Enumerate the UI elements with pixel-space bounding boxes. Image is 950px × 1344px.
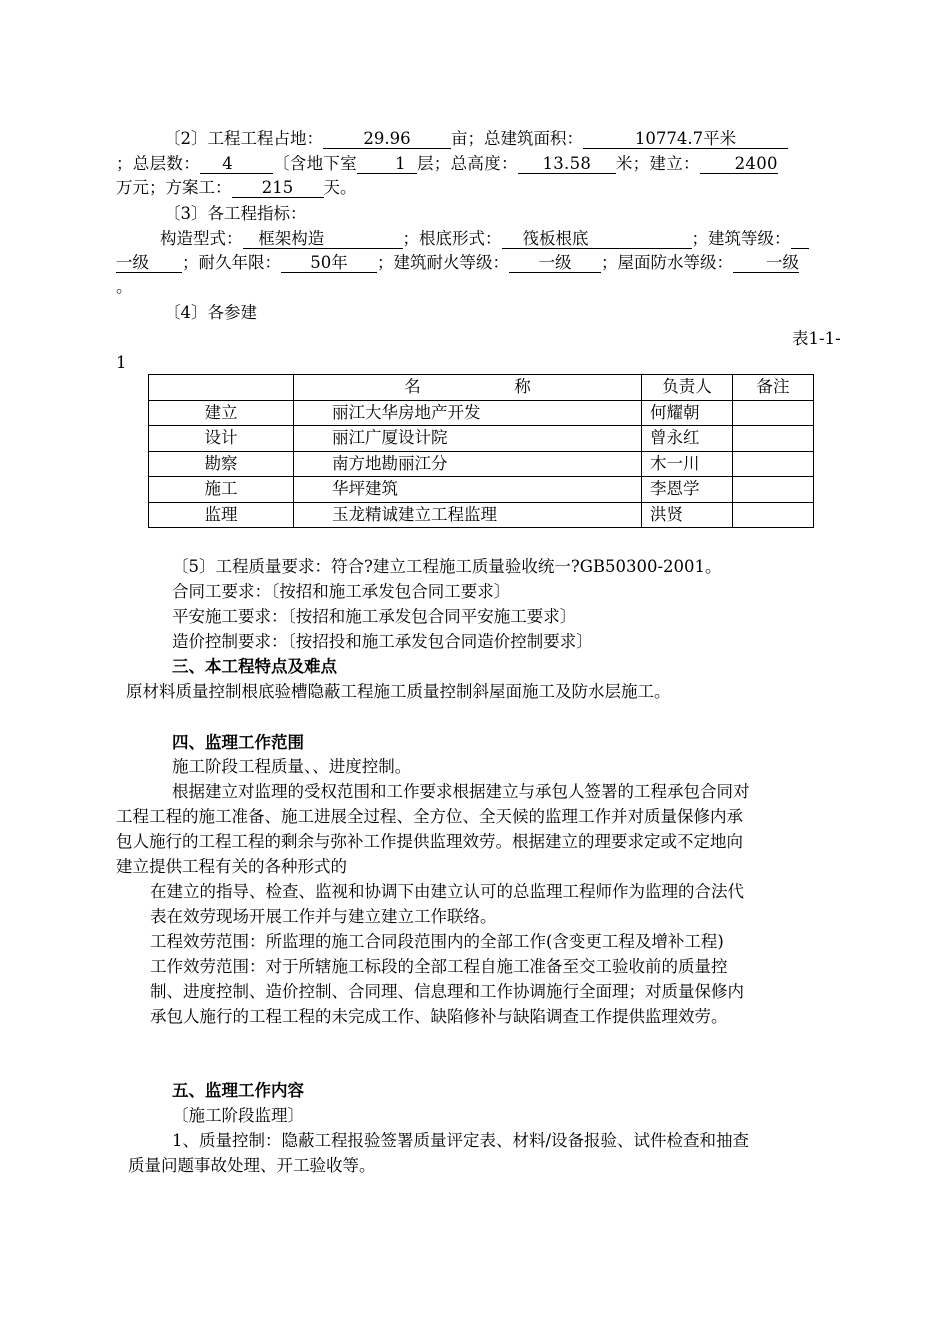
section5-item1-line1: 1、质量控制：隐蔽工程报验签署质量评定表、材料/设备报验、试件检查和抽查 [172, 1131, 750, 1150]
section4-p4: 工程效劳范围：所监理的施工合同段范围内的全部工作(含变更工程及增补工程) [150, 932, 724, 951]
foundation-label: ；根底形式： [402, 229, 502, 248]
company-cell: 南方地勘丽江分 [294, 451, 642, 477]
role-cell: 建立 [149, 400, 294, 426]
note-cell [733, 400, 814, 426]
structure-line [160, 228, 809, 250]
table-number-wrap: 1 [116, 353, 127, 372]
section4-p3-line2: 表在效劳现场开展工作并与建立建立工作联络。 [150, 907, 497, 926]
fire-grade-label: ；建筑耐火等级： [377, 253, 509, 272]
section4-p2-line2: 工程工程的施工准备、施工进展全过程、全方位、全天候的监理工作并对质量保修内承 [116, 807, 743, 826]
parties-heading: 〔4〕各参建 [164, 303, 257, 322]
contract-requirement: 合同工要求：〔按招和施工承发包合同工要求〕 [172, 582, 511, 601]
section4-p2-line3: 包人施行的工程工程的剩余与弥补工作提供监理效劳。根据建立的理要求定或不定地向 [116, 832, 743, 851]
safety-requirement: 平安施工要求：〔按招和施工承发包合同平安施工要求〕 [172, 607, 577, 626]
header-note: 备注 [733, 375, 814, 401]
floors-value: 4 [200, 154, 273, 174]
company-cell: 华坪建筑 [294, 477, 642, 503]
person-cell: 李恩学 [642, 477, 733, 503]
role-cell: 监理 [149, 502, 294, 528]
site-area-value: 29.96 [323, 129, 451, 149]
gfa-label: 亩；总建筑面积： [451, 129, 583, 148]
note-cell [733, 477, 814, 503]
section4-p5-line2: 制、进度控制、造价控制、合同理、信息理和工作协调施行全面理；对质量保修内 [150, 982, 744, 1001]
structure-label: 构造型式： [160, 229, 243, 248]
end-mark: 。 [116, 277, 133, 296]
service-life-value: 50年 [281, 253, 377, 273]
section4-p2-line4: 建立提供工程有关的各种形式的 [116, 857, 347, 876]
section3-body: 原材料质量控制根底验槽隐蔽工程施工质量控制斜屋面施工及防水层施工。 [126, 682, 671, 701]
section4-p5-line1: 工作效劳范围：对于所辖施工标段的全部工程自施工准备至交工验收前的质量控 [150, 957, 728, 976]
role-cell: 勘察 [149, 451, 294, 477]
table-number: 表1-1- [792, 329, 841, 348]
structure-value: 框架构造 [243, 229, 403, 249]
section4-p1: 施工阶段工程质量、、进度控制。 [172, 757, 412, 776]
height-label: 层；总高度： [417, 154, 518, 173]
floors-line [116, 153, 778, 175]
person-cell: 何耀朝 [642, 400, 733, 426]
section5-item1-line2: 质量问题事故处理、开工验收等。 [128, 1156, 376, 1175]
indicators-heading: 〔3〕各工程指标： [164, 204, 307, 223]
section3-heading: 三、本工程特点及难点 [172, 657, 337, 676]
table-row [149, 426, 814, 452]
person-cell: 洪贤 [642, 502, 733, 528]
fire-grade-value: 一级 [509, 253, 601, 273]
table-row [149, 400, 814, 426]
height-value: 13.58 [518, 154, 616, 174]
quality-requirement: 〔5〕工程质量要求：符合?建立工程施工质量验收统一?GB50300-2001。 [172, 557, 722, 576]
investment-value: 2400 [700, 154, 778, 174]
section5-heading: 五、监理工作内容 [172, 1081, 304, 1100]
schedule-label: 万元；方案工： [116, 178, 232, 197]
section4-p2-line1: 根据建立对监理的受权范围和工作要求根据建立与承包人签署的工程承包合同对 [172, 782, 750, 801]
section5-sub: 〔施工阶段监理〕 [172, 1106, 304, 1125]
roof-grade-value: 一级 [733, 253, 799, 273]
investment-label: 米；建立： [615, 154, 700, 173]
service-life-label: ；耐久年限： [182, 253, 281, 272]
site-area-label: 〔2〕工程工程占地： [164, 129, 323, 148]
person-cell: 木一川 [642, 451, 733, 477]
note-cell [733, 502, 814, 528]
building-grade-label: ；建筑等级： [691, 229, 791, 248]
schedule-value: 215 [232, 178, 324, 198]
section4-p5-line3: 承包人施行的工程工程的未完成工作、缺陷修补与缺陷调查工作提供监理效劳。 [150, 1007, 728, 1026]
basement-label: 〔含地下室 [273, 154, 357, 173]
table-row [149, 502, 814, 528]
header-role [149, 375, 294, 401]
cost-requirement: 造价控制要求：〔按招投和施工承发包合同造价控制要求〕 [172, 632, 593, 651]
building-grade-value: 一级 [116, 253, 182, 273]
table-row [149, 477, 814, 503]
person-cell: 曾永红 [642, 426, 733, 452]
schedule-unit: 天。 [323, 178, 357, 197]
schedule-line [116, 177, 357, 199]
header-name: 名 称 [294, 375, 642, 401]
role-cell: 施工 [149, 477, 294, 503]
company-cell: 丽江大华房地产开发 [294, 400, 642, 426]
note-cell [733, 426, 814, 452]
grade-underline-start [791, 229, 809, 249]
floors-label: ；总层数： [116, 154, 200, 173]
gfa-value: 10774.7平米 [583, 129, 788, 149]
site-area-line [164, 128, 788, 150]
table-row [149, 451, 814, 477]
role-cell: 设计 [149, 426, 294, 452]
table-header-row [149, 375, 814, 401]
section4-p3-line1: 在建立的指导、检查、监视和协调下由建立认可的总监理工程师作为监理的合法代 [150, 882, 744, 901]
roof-grade-label: ；屋面防水等级： [601, 253, 733, 272]
foundation-value: 筏板根底 [502, 229, 692, 249]
company-cell: 丽江广厦设计院 [294, 426, 642, 452]
section4-heading: 四、监理工作范围 [172, 733, 304, 752]
header-person: 负责人 [642, 375, 733, 401]
basement-value: 1 [357, 154, 417, 174]
parties-table [148, 374, 814, 528]
grade-line [116, 252, 799, 274]
note-cell [733, 451, 814, 477]
company-cell: 玉龙精诚建立工程监理 [294, 502, 642, 528]
